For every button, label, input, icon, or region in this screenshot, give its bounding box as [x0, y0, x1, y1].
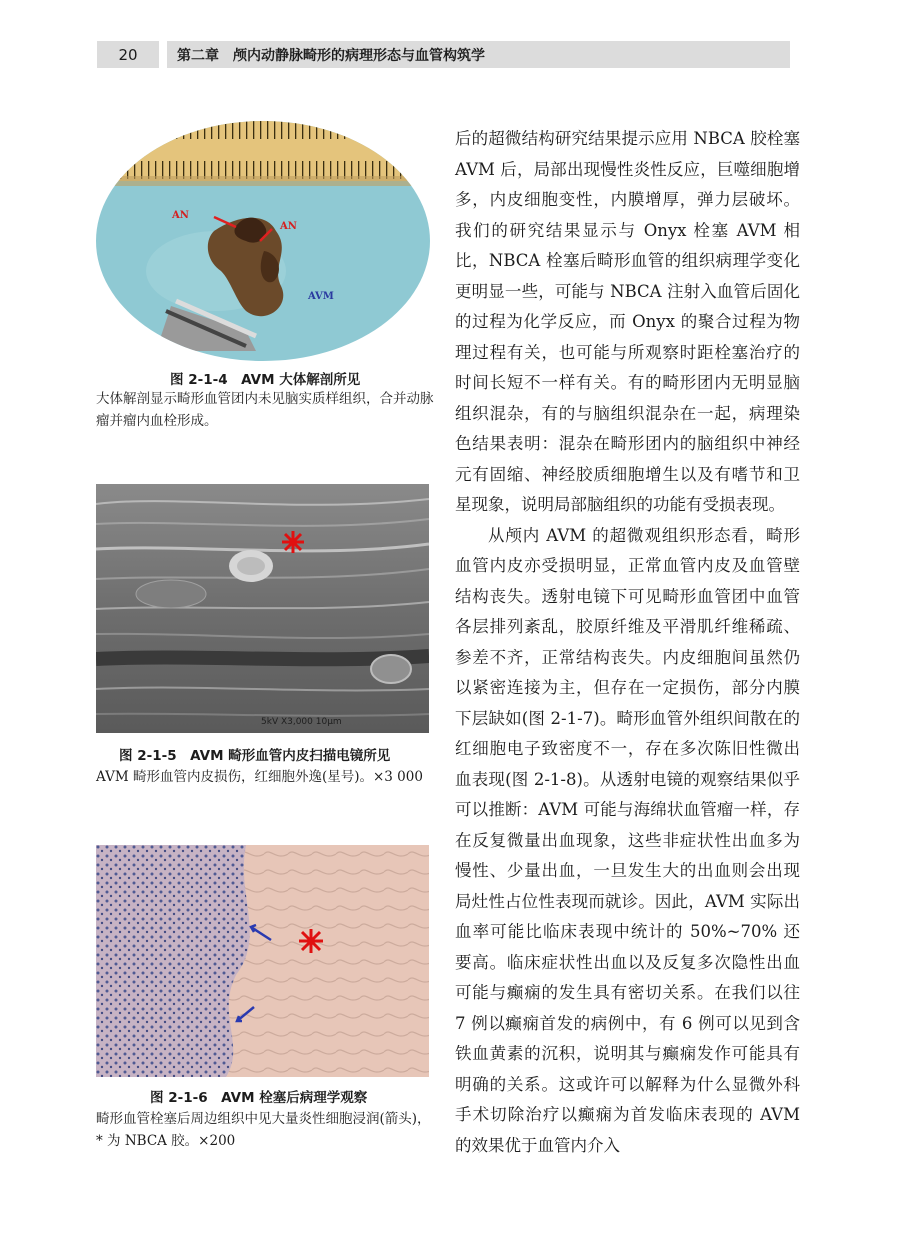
- sem-scale-text: 5kV X3,000 10μm: [261, 717, 342, 727]
- figure-2-1-6-caption: 畸形血管栓塞后周边组织中见大量炎性细胞浸润(箭头)，* 为 NBCA 胶。×200: [96, 1111, 431, 1149]
- figure-2-1-4-caption: 大体解剖显示畸形血管团内未见脑实质样组织，合并动脉瘤并瘤内血栓形成。: [96, 391, 434, 429]
- histology-image: [96, 845, 429, 1077]
- figure-2-1-4-title: 图 2-1-4 AVM 大体解剖所见: [170, 372, 361, 388]
- avm-label: AVM: [308, 291, 334, 302]
- sem-image: [96, 484, 429, 733]
- figure-2-1-5-title: 图 2-1-5 AVM 畸形血管内皮扫描电镜所见: [119, 748, 391, 764]
- gross-anatomy-image: [96, 121, 430, 361]
- page-number: 20: [97, 41, 159, 68]
- chapter-header: 第二章 颅内动静脉畸形的病理形态与血管构筑学: [167, 41, 790, 68]
- body-paragraph: 后的超微结构研究结果提示应用 NBCA 胶栓塞 AVM 后，局部出现慢性炎性反应，巨噬细胞增多，内皮细胞变性，内膜增厚，弹力层破坏。我们的研究结果显示与 Onyx 栓塞 AVM 相比，NBCA 栓塞后畸形血管的组织病理学变化更明显一些，可能与 NBCA 注射入血管后固化的过程为化学反应，而 Onyx 的聚合过程为物理过程有关，也可能与所观察时距栓塞治疗的时间长短不一样有关。有的畸形团内无明显脑组织混杂，有的与脑组织混杂在一起，病理染色结果表明：混杂在畸形团内的脑组织中神经元有固缩、神经胶质细胞增生以及有嗜节和卫星现象，说明局部脑组织的功能有受损表现。: [455, 129, 800, 514]
- an-label-right: AN: [280, 221, 297, 232]
- figure-2-1-6-title: 图 2-1-6 AVM 栓塞后病理学观察: [150, 1090, 368, 1106]
- body-paragraph: 从颅内 AVM 的超微观组织形态看，畸形血管内皮亦受损明显，正常血管内皮及血管壁结构丧失。透射电镜下可见畸形血管团中血管各层排列紊乱，胶原纤维及平滑肌纤维稀疏、参差不齐，正常结构丧失。内皮细胞间虽然仍以紧密连接为主，但存在一定损伤，部分内膜下层缺如(图 2-1-7)。畸形血管外组织间散在的红细胞电子致密度不一，存在多次陈旧性微出血表现(图 2-1-8)。从透射电镜的观察结果似乎可以推断：AVM 可能与海绵状血管瘤一样，存在反复微量出血现象，这些非症状性出血多为慢性、少量出血，一旦发生大的出血则会出现局灶性占位性表现而就诊。因此，AVM 实际出血率可能比临床表现中统计的 50%~70% 还要高。临床症状性出血以及反复多次隐性出血可能与癫痫的发生具有密切关系。在我们以往 7 例以癫痫首发的病例中，有 6 例可以见到含铁血黄素的沉积，说明其与癫痫发作可能具有明确的关系。这或许可以解释为什么显微外科手术切除治疗以癫痫为首发临床表现的 AVM 的效果优于血管内介入: [455, 525, 800, 1155]
- figure-2-1-4-photo: [96, 121, 430, 361]
- figure-2-1-6-photo: [96, 845, 429, 1077]
- red-asterisk-icon: [282, 531, 304, 553]
- body-text-column: [455, 124, 800, 1161]
- figure-2-1-5-photo: [96, 484, 429, 733]
- an-label-left: AN: [172, 210, 189, 221]
- red-asterisk-icon: [299, 929, 323, 953]
- figure-2-1-5-caption: AVM 畸形血管内皮损伤，红细胞外逸(星号)。×3 000: [96, 769, 423, 785]
